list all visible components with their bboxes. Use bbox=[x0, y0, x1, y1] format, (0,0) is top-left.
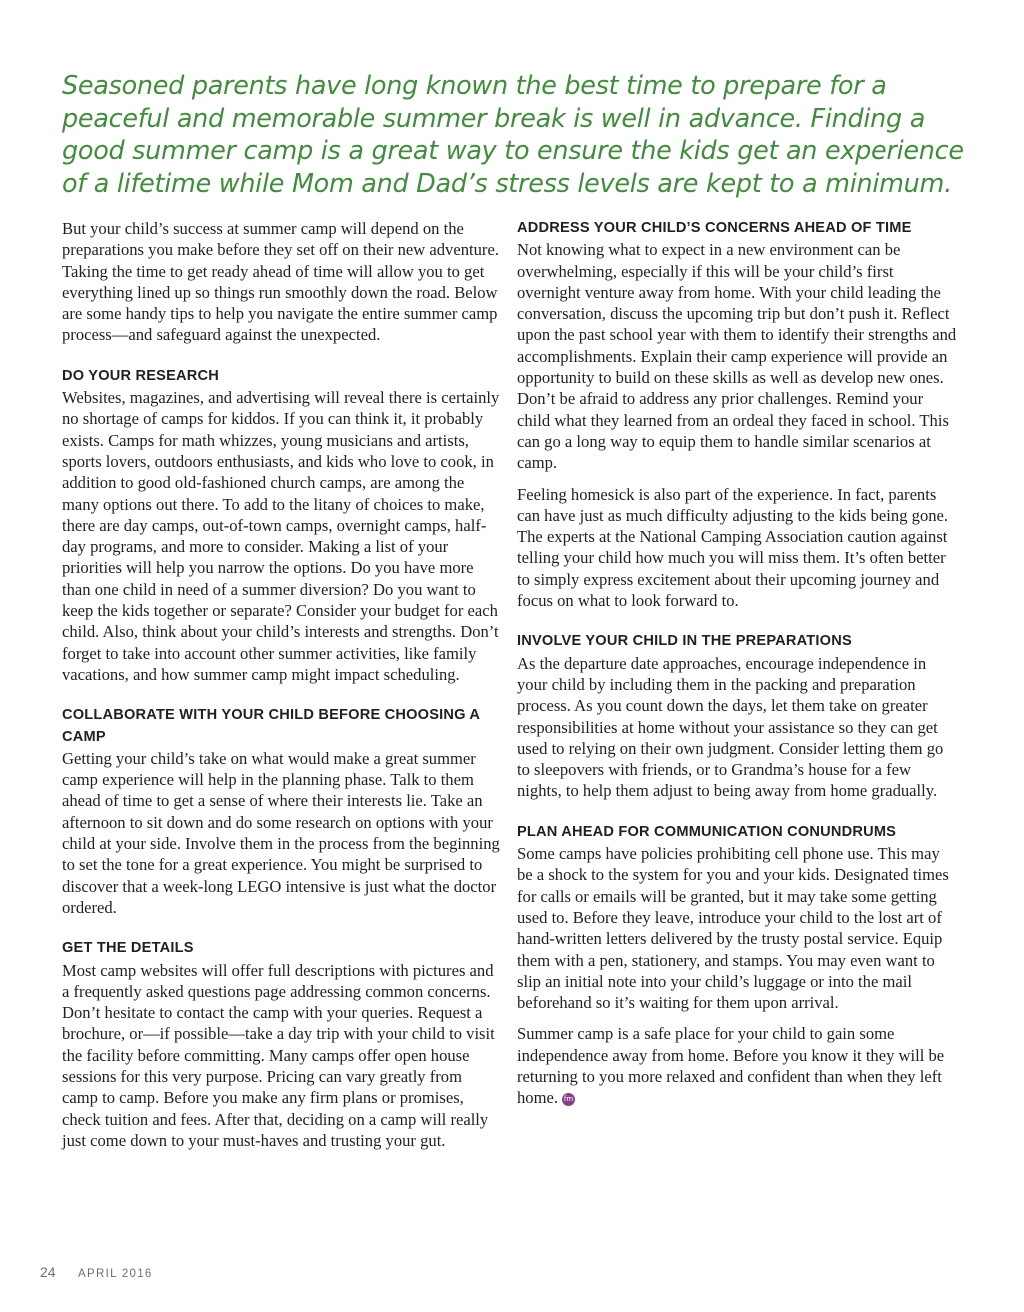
end-mark-icon: fm bbox=[562, 1093, 575, 1106]
details-paragraph: Most camp websites will offer full descriptions with pictures and a frequently asked questions page addressing common concerns. Don’t hesitate to contact the camp with your queries. Request a brochure, or—if possible—take a day trip with your child to visit the facility before committing. Many camps offer open house sessions for this very purpose. Pricing can vary greatly from camp to camp. Before you make any firm plans or promises, check tuition and fees. After that, deciding on a camp will really just come down to your must-haves and trusting your gut. bbox=[62, 960, 495, 1150]
heading-involve: INVOLVE YOUR CHILD IN THE PREPARATIONS bbox=[517, 633, 852, 650]
heading-details: GET THE DETAILS bbox=[62, 940, 194, 957]
research-paragraph: Websites, magazines, and advertising will reveal there is certainly no shortage of camps for kiddos. If you can think it, it probably exists. Camps for math whizzes, young musicians and artists, sports lovers, outdoors enthusiasts, and kids who love to cook, in addition to good old-fashioned church camps, are among the many options out there. To add to the litany of choices to make, there are day camps, out-of-town camps, overnight camps, half-day programs, and more to consider. Making a list of your priorities will help you narrow the options. Do you have more than one child in need of a summer diversion? Do you want to keep the kids together or separate? Consider your budget for each child. Also, think about your child’s interests and strengths. Don’t forget to take into account other summer activities, like family vacations, and how summer camp might impact scheduling. bbox=[62, 388, 500, 684]
page-number: 24 bbox=[40, 1264, 56, 1280]
issue-date: APRIL 2016 bbox=[78, 1268, 153, 1280]
right-column bbox=[517, 218, 957, 1109]
left-column bbox=[62, 218, 502, 1151]
lead-paragraph: But your child’s success at summer camp will depend on the preparations you make before they set off on their new adventure. Taking the time to get ready ahead of time will allow you to get everything lined up so things run smoothly down the road. Below are some handy tips to help you navigate the entire summer camp process—and safeguard against the unexpected. bbox=[62, 219, 499, 345]
closing-paragraph bbox=[517, 1023, 957, 1108]
concerns-paragraph: Not knowing what to expect in a new environment can be overwhelming, especially if this will be your child’s first overnight venture away from home. With your child leading the conversation, discuss the upcoming trip but don’t push it. Reflect upon the past school year with them to identify their strengths and accomplishments. Explain their camp experience will provide an opportunity to build on these skills as well as develop new ones. Don’t be afraid to address any prior challenges. Remind your child what they learned from an ordeal they faced in school. This can go a long way to equip them to handle similar scenarios at camp. bbox=[517, 240, 957, 473]
heading-collaborate: COLLABORATE WITH YOUR CHILD BEFORE CHOOSING A CAMP bbox=[62, 707, 480, 745]
closing-text: Summer camp is a safe place for your child to gain some independence away from home. Before you know it they will be returning to you more relaxed and confident than when they left home. bbox=[517, 1024, 945, 1108]
page-footer bbox=[40, 1264, 153, 1282]
heading-communication: PLAN AHEAD FOR COMMUNICATION CONUNDRUMS bbox=[517, 823, 897, 840]
intro-paragraph: Seasoned parents have long known the best time to prepare for a peaceful and memorable summer break is well in advance. Finding a good summer camp is a great way to ensure the kids get an experience of a lifetime while Mom and Dad’s stress levels are kept to a minimum. bbox=[62, 71, 964, 199]
involve-paragraph: As the departure date approaches, encourage independence in your child by including them in the packing and preparation process. As you count down the days, let them take on greater responsibilities at home without your assistance so they can get used to relying on their own judgment. Consider letting them go to sleepovers with friends, or to Grandma’s house for a few nights, to help them adjust to being away from home gradually. bbox=[517, 653, 944, 801]
heading-concerns: ADDRESS YOUR CHILD’S CONCERNS AHEAD OF TIME bbox=[517, 220, 912, 236]
homesick-paragraph: Feeling homesick is also part of the experience. In fact, parents can have just as much difficulty adjusting to the kids being gone. The experts at the National Camping Association caution against telling your child how much you will miss them. It’s often better to simply express excitement about their upcoming journey and focus on what to look forward to. bbox=[517, 484, 949, 611]
collaborate-paragraph: Getting your child’s take on what would make a great summer camp experience will help in the planning phase. Talk to them ahead of time to get a sense of where their interests lie. Take an afternoon to sit down and do some research on options with your child at your side. Involve them in the process from the beginning to set the tone for a great experience. You might be surprised to discover that a week-long LEGO intensive is just what the doctor ordered. bbox=[62, 748, 500, 917]
heading-research: DO YOUR RESEARCH bbox=[62, 367, 219, 384]
communication-paragraph: Some camps have policies prohibiting cell phone use. This may be a shock to the system for you and your kids. Designated times for calls or emails will be granted, but it may take some getting used to. Before they leave, introduce your child to the lost art of hand-written letters delivered by the trusty postal service. Equip them with a pen, stationery, and stamps. You may even want to slip an initial note into your child’s luggage or into the mail beforehand so it’s waiting for them upon arrival. bbox=[517, 844, 949, 1013]
